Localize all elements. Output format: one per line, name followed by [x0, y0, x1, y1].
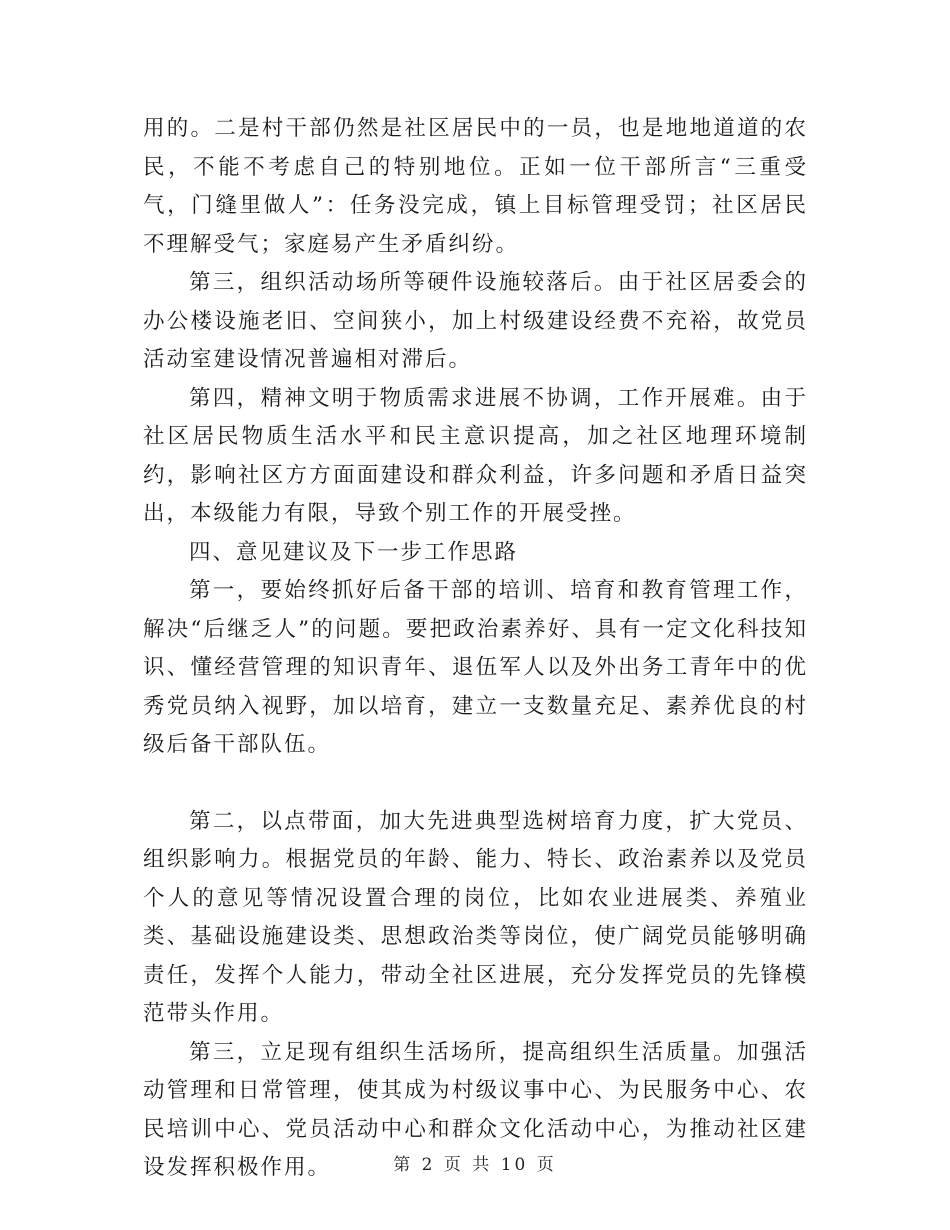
- paragraph-suggestion-three: 第三，立足现有组织生活场所，提高组织生活质量。加强活动管理和日常管理，使其成为村级议事中心、为民服务中心、农民培训中心、党员活动中心和群众文化活动中心，为推动社区建设发挥积极作用。: [143, 1039, 808, 1180]
- page-number-footer: 第 2 页 共 10 页: [393, 1155, 557, 1175]
- paragraph-third-point: 第三，组织活动场所等硬件设施较落后。由于社区居委会的办公楼设施老旧、空间狭小，加上村级建设经费不充裕，故党员活动室建设情况普遍相对滞后。: [143, 270, 808, 372]
- paragraph-continuation: 用的。二是村干部仍然是社区居民中的一员，也是地地道道的农民，不能不考虑自己的特别地位。正如一位干部所言“三重受气，门缝里做人”：任务没完成，镇上目标管理受罚；社区居民不理解受气；家庭易产生矛盾纠纷。: [143, 116, 808, 257]
- paragraph-suggestion-two: 第二，以点带面，加大先进典型选树培育力度，扩大党员、组织影响力。根据党员的年龄、能力、特长、政治素养以及党员个人的意见等情况设置合理的岗位，比如农业进展类、养殖业类、基础设施建设类、思想政治类等岗位，使广阔党员能够明确责任，发挥个人能力，带动全社区进展，充分发挥党员的先锋模范带头作用。: [143, 808, 808, 1026]
- paragraph-fourth-point: 第四，精神文明于物质需求进展不协调，工作开展难。由于社区居民物质生活水平和民主意识提高，加之社区地理环境制约，影响社区方方面面建设和群众利益，许多问题和矛盾日益突出，本级能力有限，导致个别工作的开展受挫。: [143, 385, 808, 526]
- paragraph-suggestion-one: 第一，要始终抓好后备干部的培训、培育和教育管理工作，解决“后继乏人”的问题。要把政治素养好、具有一定文化科技知识、懂经营管理的知识青年、退伍军人以及外出务工青年中的优秀党员纳入视野，加以培育，建立一支数量充足、素养优良的村级后备干部队伍。: [143, 578, 808, 757]
- section-heading: 四、意见建议及下一步工作思路: [189, 539, 519, 565]
- document-body: [143, 110, 808, 1188]
